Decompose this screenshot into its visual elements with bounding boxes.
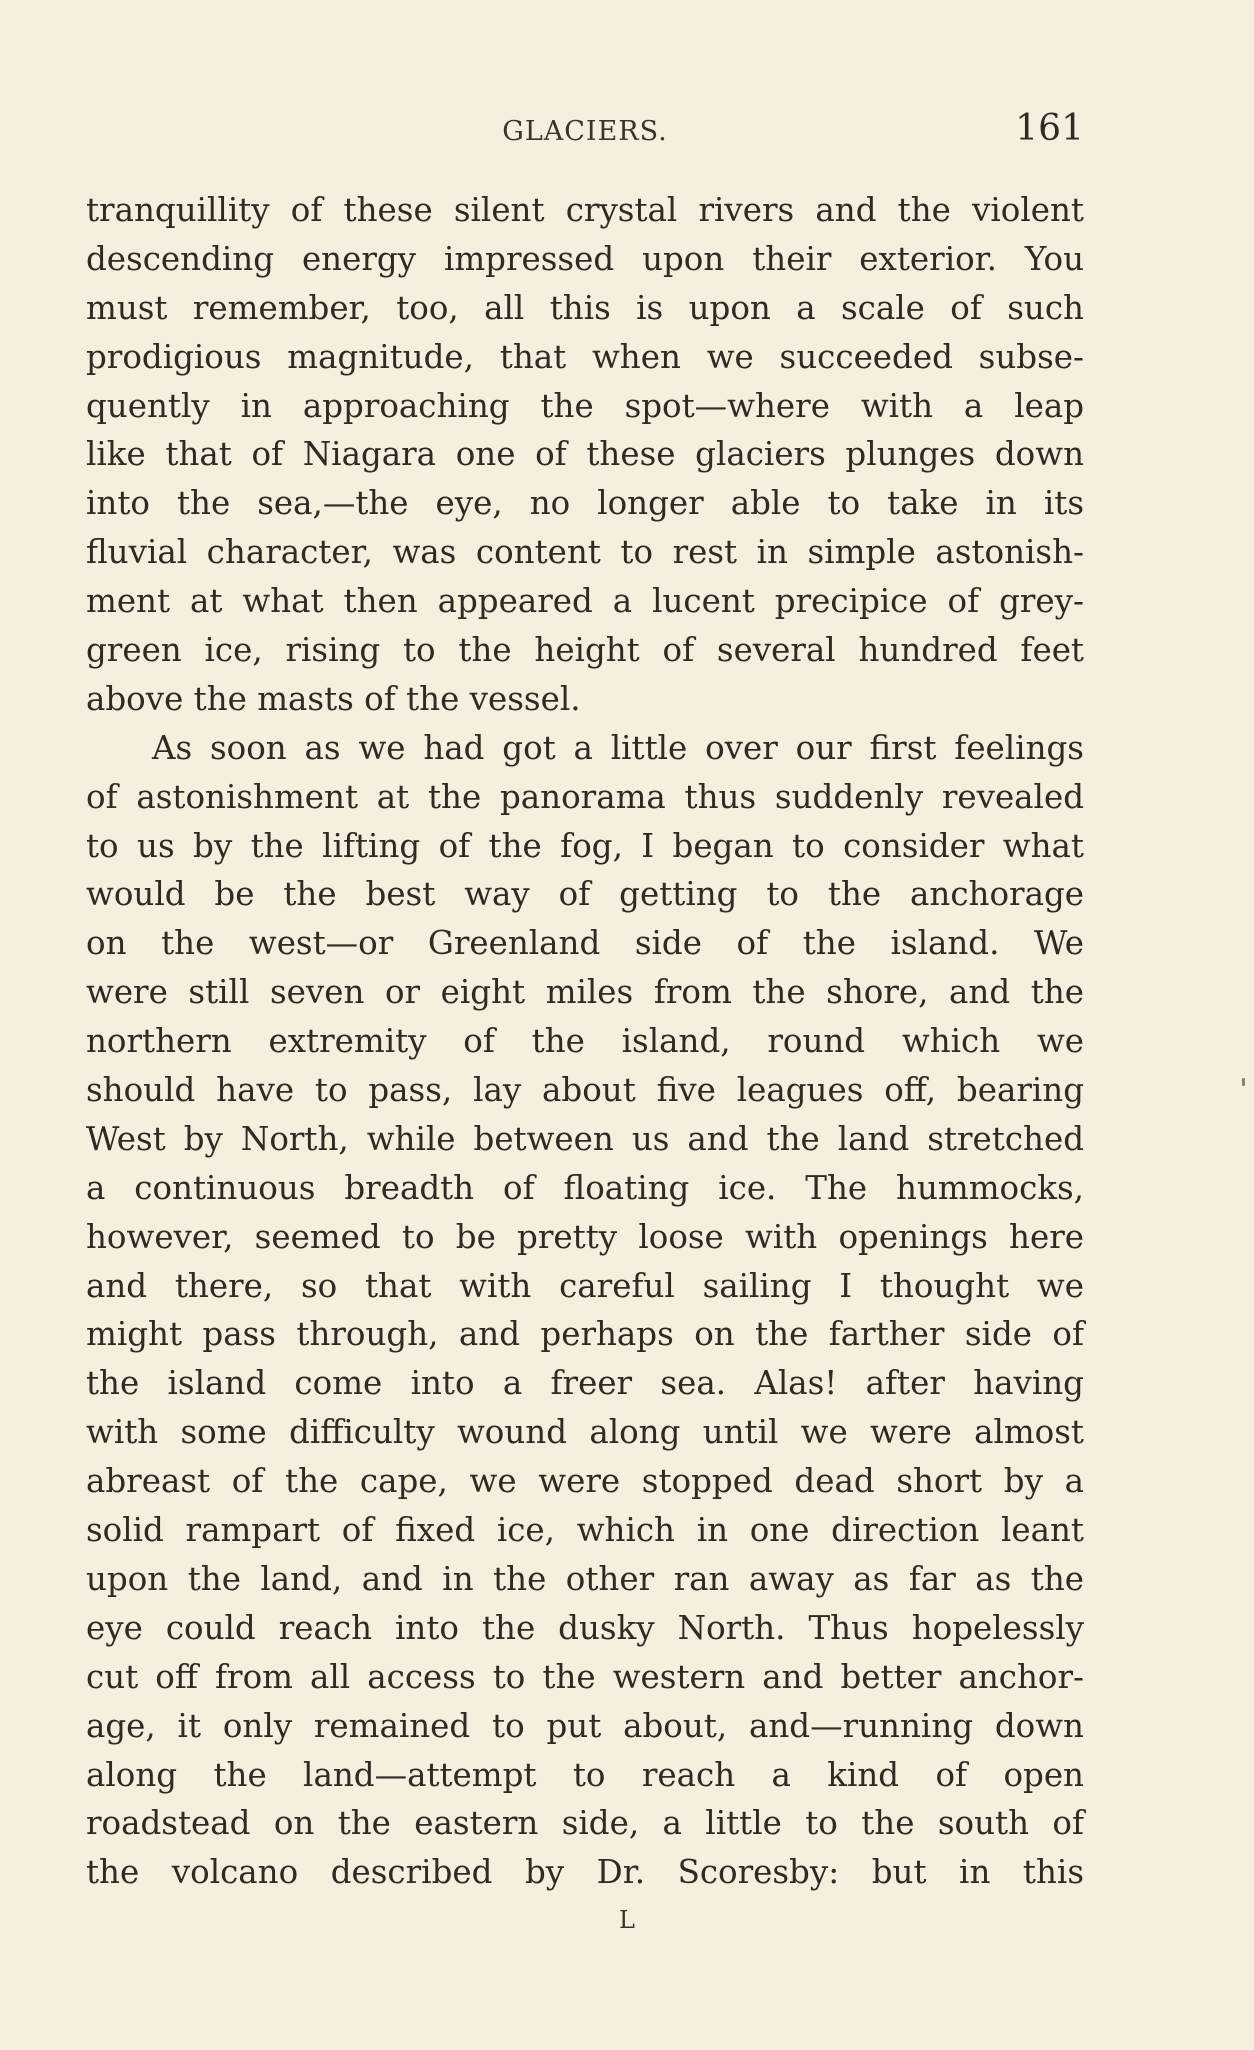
- text-line: on the west—or Greenland side of the island. We: [86, 924, 1084, 963]
- text-line: might pass through, and perhaps on the farther side of: [86, 1315, 1084, 1354]
- text-line: should have to pass, lay about five leagues off, bearing: [86, 1071, 1084, 1110]
- text-line: like that of Niagara one of these glaciers plunges down: [86, 435, 1084, 474]
- text-line: into the sea,—the eye, no longer able to take in its: [86, 484, 1084, 523]
- text-line: ment at what then appeared a lucent precipice of grey-: [86, 582, 1084, 621]
- running-head-title: GLACIERS.: [502, 116, 668, 147]
- text-line: eye could reach into the dusky North. Thus hopelessly: [86, 1608, 1084, 1647]
- paragraph-end-line: above the masts of the vessel.: [86, 679, 581, 718]
- text-line: must remember, too, all this is upon a scale of such: [86, 288, 1084, 327]
- running-head: [86, 106, 1084, 156]
- text-line: northern extremity of the island, round which we: [86, 1022, 1084, 1061]
- text-line: quently in approaching the spot—where with a leap: [86, 386, 1084, 425]
- text-line: roadstead on the eastern side, a little to the south of: [86, 1804, 1084, 1843]
- paragraph-start-line: As soon as we had got a little over our first feelings: [152, 728, 1084, 767]
- text-line: cut off from all access to the western and better anchor-: [86, 1657, 1084, 1696]
- text-line: tranquillity of these silent crystal rivers and the violent: [86, 191, 1084, 229]
- body-text: [86, 186, 1084, 1897]
- text-line: abreast of the cape, we were stopped dead short by a: [86, 1462, 1084, 1501]
- text-line: green ice, rising to the height of several hundred feet: [86, 631, 1084, 670]
- text-line: upon the land, and in the other ran away as far as the: [86, 1559, 1084, 1598]
- text-line: age, it only remained to put about, and—running down: [86, 1706, 1084, 1745]
- text-line: solid rampart of fixed ice, which in one direction leant: [86, 1511, 1084, 1550]
- text-line: with some difficulty wound along until we were almost: [86, 1413, 1084, 1452]
- text-line: to us by the lifting of the fog, I began to consider what: [86, 826, 1084, 865]
- text-line: prodigious magnitude, that when we succeeded subse-: [86, 337, 1084, 376]
- text-line: along the land—attempt to reach a kind of open: [86, 1755, 1084, 1794]
- text-line: and there, so that with careful sailing I thought we: [86, 1266, 1084, 1305]
- text-line: a continuous breadth of floating ice. The hummocks,: [86, 1168, 1084, 1207]
- text-line: the volcano described by Dr. Scoresby: but in this: [86, 1853, 1084, 1892]
- paper-speck: [1242, 1078, 1245, 1086]
- text-line: West by North, while between us and the land stretched: [86, 1119, 1084, 1158]
- text-line: the island come into a freer sea. Alas! after having: [86, 1364, 1084, 1403]
- page-number: 161: [1015, 108, 1084, 149]
- signature-mark: L: [619, 1906, 635, 1934]
- text-line: were still seven or eight miles from the shore, and the: [86, 973, 1084, 1012]
- text-line: of astonishment at the panorama thus suddenly revealed: [86, 777, 1084, 816]
- text-line: fluvial character, was content to rest in simple astonish-: [86, 533, 1084, 572]
- text-line: however, seemed to be pretty loose with openings here: [86, 1217, 1084, 1256]
- text-line: would be the best way of getting to the anchorage: [86, 875, 1084, 914]
- text-line: descending energy impressed upon their exterior. You: [86, 239, 1084, 278]
